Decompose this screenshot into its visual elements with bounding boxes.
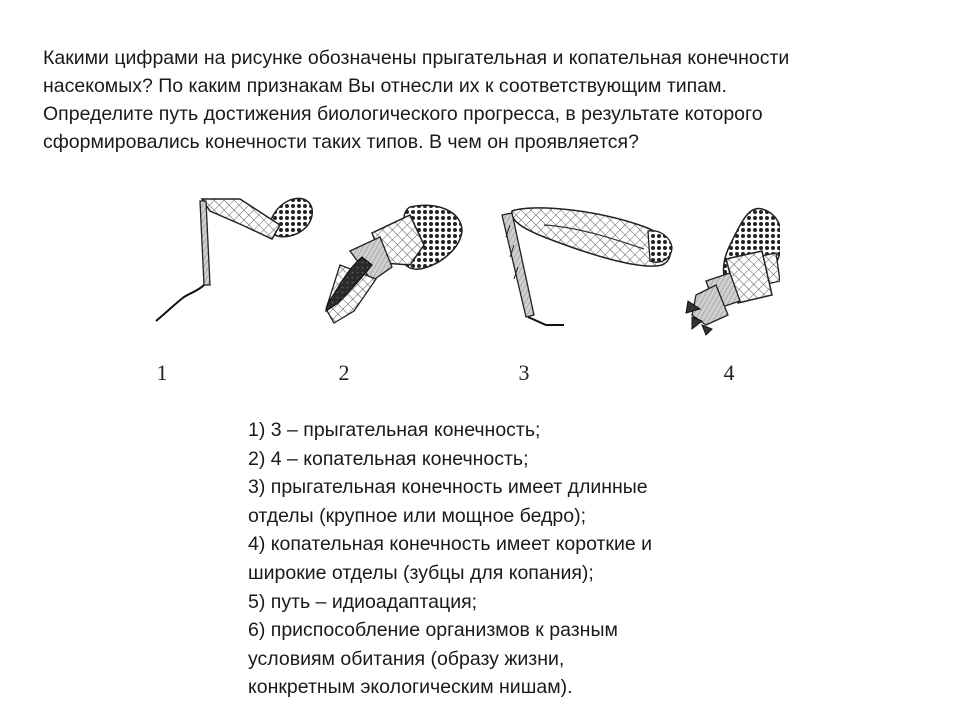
- question-line: Определите путь достижения биологического прогресса, в результате которого: [43, 103, 763, 125]
- insect-limb-3-illustration: [502, 208, 672, 325]
- answer-line: 5) путь – идиоадаптация;: [248, 590, 478, 613]
- insect-limb-4-illustration: [686, 208, 780, 335]
- answer-line: широкие отделы (зубцы для копания);: [248, 561, 594, 584]
- answer-line: отделы (крупное или мощное бедро);: [248, 504, 587, 527]
- question-line: насекомых? По каким признакам Вы отнесли их к соответствующим типам.: [43, 75, 727, 97]
- figure-label-3: 3: [518, 360, 530, 385]
- answer-list: [248, 416, 768, 702]
- answer-line: 1) 3 – прыгательная конечность;: [248, 419, 541, 441]
- insect-limbs-figure: [140, 185, 780, 390]
- question-line: сформировались конечности таких типов. В чем он проявляется?: [43, 131, 639, 153]
- answer-line: 4) копательная конечность имеет короткие и: [248, 533, 653, 556]
- question-text: [43, 44, 923, 156]
- answer-line: конкретным экологическим нишам).: [248, 676, 573, 699]
- figure-label-1: 1: [156, 360, 168, 385]
- figure-label-2: 2: [338, 360, 350, 385]
- answer-line: 2) 4 – копательная конечность;: [248, 447, 529, 470]
- answer-line: условиям обитания (образу жизни,: [248, 647, 565, 670]
- answer-line: 6) приспособление организмов к разным: [248, 619, 618, 642]
- question-line: Какими цифрами на рисунке обозначены прыгательная и копательная конечности: [43, 47, 790, 69]
- insect-limb-1-illustration: [156, 198, 312, 321]
- figure-label-4: 4: [723, 360, 735, 385]
- insect-limb-2-illustration: [326, 205, 462, 323]
- answer-line: 3) прыгательная конечность имеет длинные: [248, 476, 648, 499]
